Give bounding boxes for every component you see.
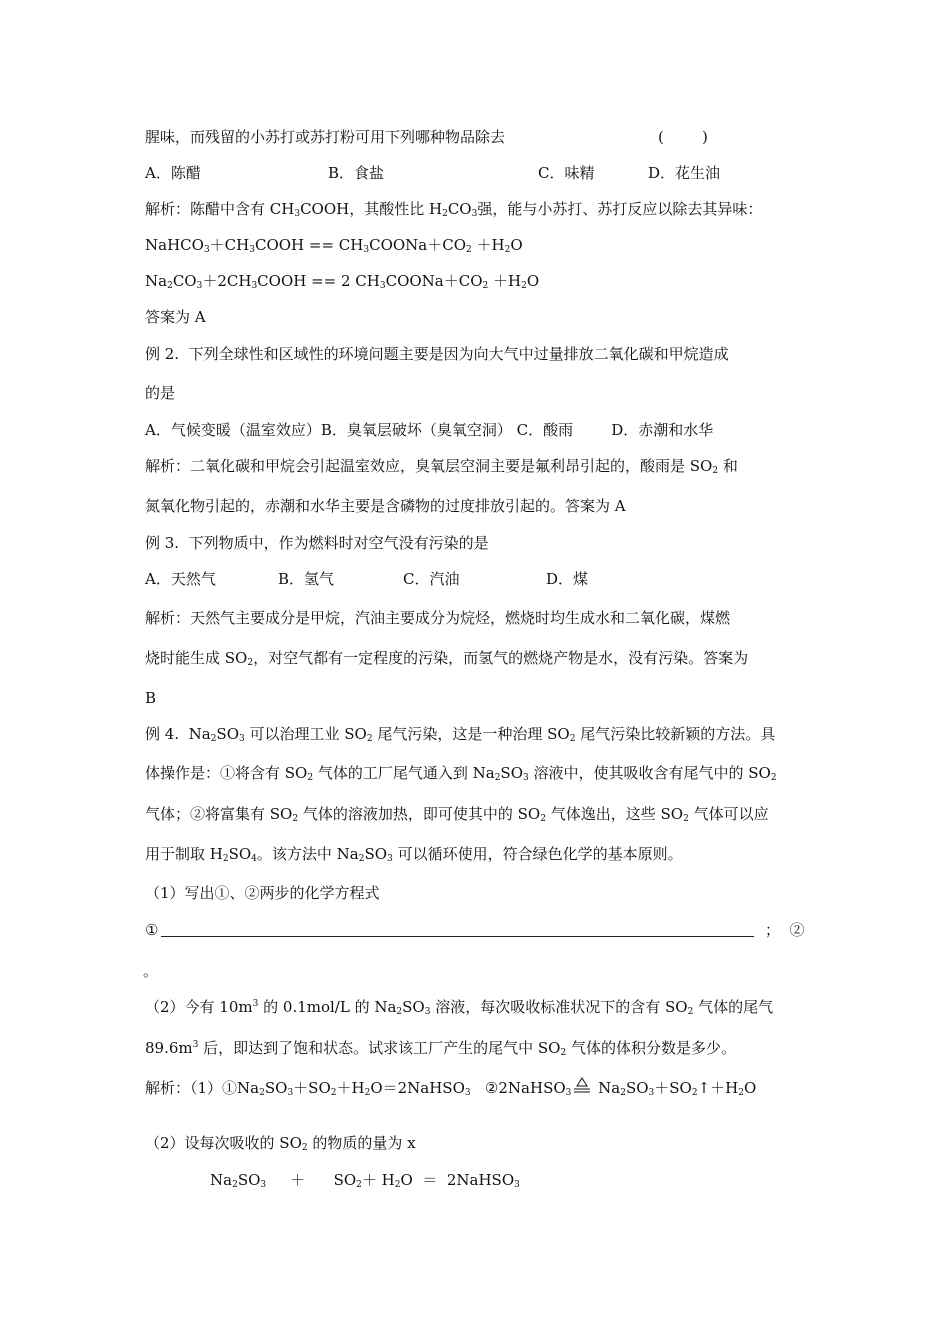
q4-stem-line3: 气体；②将富集有 $SO_2$ 气体的溶液加热，即可使其中的 $SO_2$ 气体逸出，这些 $SO_2$ 气体可以应 [145,805,769,824]
q1-answer: 答案为 A [145,308,206,326]
q2-analysis-line2: 氮氧化物引起的，赤潮和水华主要是含磷物的过度排放引起的。答案为 A [145,497,626,515]
q3-option-d: D．煤 [546,570,589,588]
q4-sub2-line1: （2）今有 $10m^3$ 的 0.1mol/L 的 $Na_2SO_3$ 溶液，每次吸收标准状况下的含有 $SO_2$ 气体的尾气 [145,998,774,1017]
q4-blank-label-2: ； ② [765,921,805,939]
q3-analysis-line3: B [145,689,157,707]
q4-sub1-prompt: （1）写出①、②两步的化学方程式 [145,884,380,902]
q1-option-d: D．花生油 [648,164,721,182]
q2-stem-line2: 的是 [145,384,176,402]
q4-blank-label-1: ① [145,921,159,939]
q1-option-b: B．食盐 [328,164,385,182]
q3-option-a: A．天然气 [145,570,216,588]
q4-stem-line4: 用于制取 $H_2SO_4$。该方法中 $Na_2SO_3$ 可以循环使用，符合绿色化学的基本原则。 [145,845,683,864]
q4-stoichiometry-equation: $Na_2SO_3$ ＋ $SO_2+ H_2O$ ＝ 2NaHSO$_3$ [210,1171,520,1190]
q1-stem-tail: 腥味，而残留的小苏打或苏打粉可用下列哪种物品除去 [145,128,506,146]
heating-symbol [571,1077,593,1098]
q3-option-b: B．氢气 [278,570,335,588]
q3-analysis-line1: 解析：天然气主要成分是甲烷，汽油主要成分为烷烃，燃烧时均生成水和二氧化碳，煤燃 [145,609,731,627]
q4-stem-line2: 体操作是：①将含有 $SO_2$ 气体的工厂尾气通入到 $Na_2SO_3$ 溶液中，使其吸收含有尾气中的 $SO_2$ [145,764,777,783]
q1-equation-2: $Na_2CO_3+2CH_3COOH == 2$ $CH_3COONa+CO_2 +H_2O$ [145,272,540,291]
q4-answer-blank-1[interactable] [161,936,754,937]
q2-analysis-line1: 解析：二氧化碳和甲烷会引起温室效应，臭氧层空洞主要是氟利昂引起的，酸雨是 $SO_2$ 和 [145,457,738,476]
q3-stem: 例 3. 下列物质中，作为燃料时对空气没有污染的是 [145,534,489,552]
q4-stem-line1: 例 4. $Na_2SO_3$ 可以治理工业 $SO_2$ 尾气污染，这是一种治理 $SO_2$ 尾气污染比较新颖的方法。具 [145,725,776,744]
q4-blank-end: 。 [143,962,159,980]
q3-option-c: C．汽油 [403,570,460,588]
q1-analysis-line: 解析：陈醋中含有 $CH_3COOH$，其酸性比 $H_2CO_3$强，能与小苏打、苏打反应以除去其异味： [145,200,763,219]
q4-analysis-part2: （2）设每次吸收的 $SO_2$ 的物质的量为 x [145,1134,416,1153]
q4-analysis-equations: 解析：$(1)①Na_2SO_3+SO_2+H_2O=2NaHSO_3$ ②2NaHSO$_3$ $Na_2SO_3+SO_2↑+H_2O$ [145,1079,757,1098]
q1-answer-paren: ( ) [658,128,708,146]
q1-option-c: C．味精 [538,164,595,182]
q1-option-a: A．陈醋 [145,164,201,182]
q3-analysis-line2: 烧时能生成 $SO_2$，对空气都有一定程度的污染，而氢气的燃烧产物是水，没有污染。答案为 [145,649,749,668]
q1-equation-1: $NaHCO_3+CH_3COOH$ == $CH_3COONa+CO_2 +H_2O$ [145,236,523,255]
q2-options: A．气候变暖（温室效应）B．臭氧层破坏（臭氧空洞） C．酸雨 D．赤潮和水华 [145,421,714,439]
q4-sub2-line2: $89.6m^3$ 后，即达到了饱和状态。试求该工厂产生的尾气中 $SO_2$ 气体的体积分数是多少。 [145,1039,736,1058]
q2-stem-line1: 例 2. 下列全球性和区域性的环境问题主要是因为向大气中过量排放二氧化碳和甲烷造成 [145,345,729,363]
